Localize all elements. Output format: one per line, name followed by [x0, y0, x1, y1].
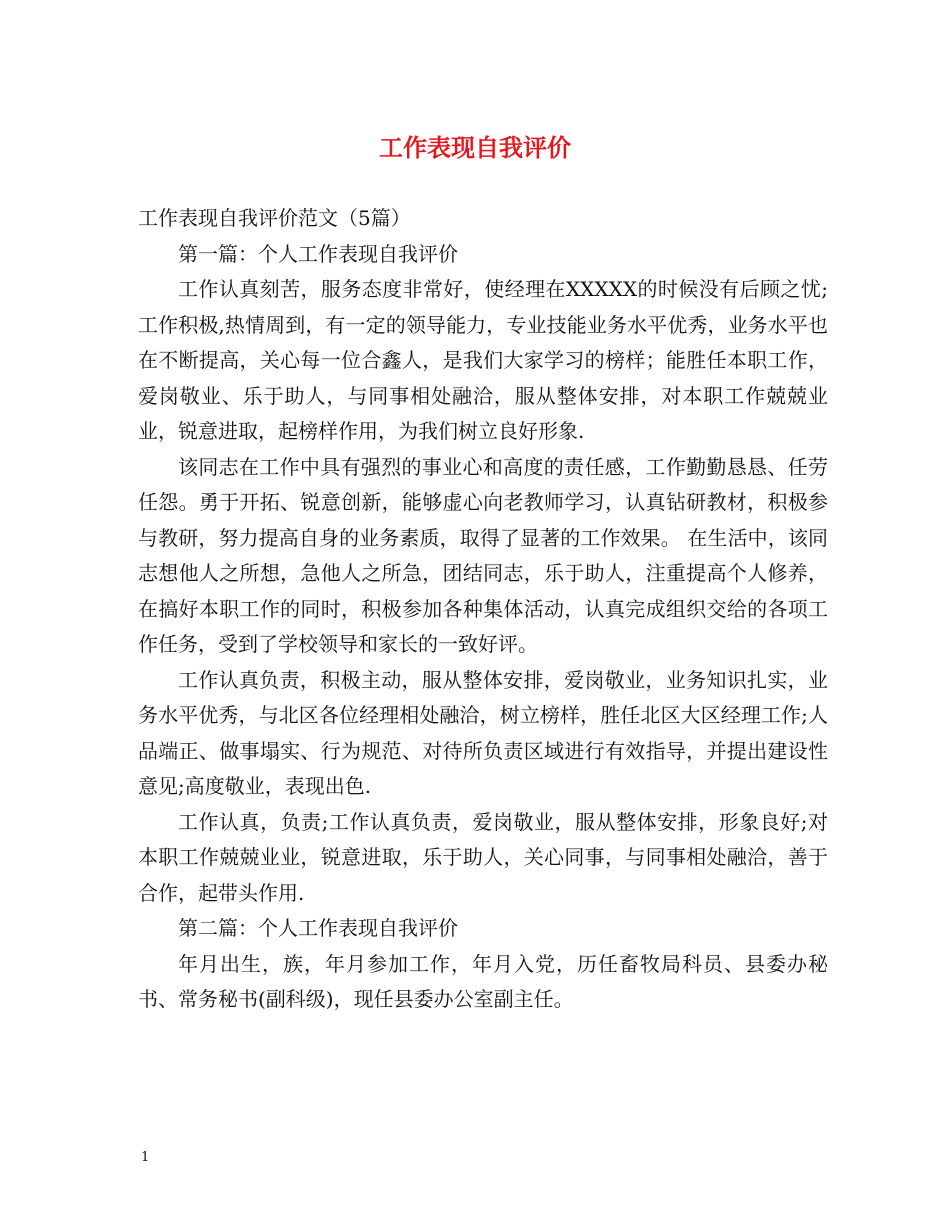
paragraph: 年月出生，族，年月参加工作，年月入党，历任畜牧局科员、县委办秘书、常务秘书(副科级)，现任县委办公室副主任。 — [138, 951, 828, 1011]
paragraph: 工作认真负责，积极主动，服从整体安排，爱岗敬业，业务知识扎实，业务水平优秀，与北区各位经理相处融洽，树立榜样，胜任北区大区经理工作;人品端正、做事塌实、行为规范、对待所负责区域进行有效指导，并提出建设性意见;高度敬业，表现出色. — [138, 667, 828, 798]
paragraph: 该同志在工作中具有强烈的事业心和高度的责任感，工作勤勤恳恳、任劳任怨。勇于开拓、锐意创新，能够虚心向老教师学习，认真钻研教材，积极参与教研，努力提高自身的业务素质，取得了显著的工作效果。 在生活中，该同志想他人之所想，急他人之所急，团结同志，乐于助人，注重提高个人修养，在搞好本职工作的同时，积极参加各种集体活动，认真完成组织交给的各项工作任务，受到了学校领导和家长的一致好评。 — [138, 454, 828, 656]
page-number: 1 — [141, 1150, 150, 1165]
document-body — [138, 201, 828, 1018]
document-title: 工作表现自我评价 — [379, 133, 571, 162]
section-heading-1: 第一篇：个人工作表现自我评价 — [178, 241, 458, 266]
section-heading-2: 第二篇：个人工作表现自我评价 — [178, 916, 458, 940]
document-subtitle: 工作表现自我评价范文（5篇） — [138, 206, 411, 230]
paragraph: 工作认真刻苦，服务态度非常好，使经理在XXXXX的时候没有后顾之忧;工作积极,热情周到，有一定的领导能力，专业技能业务水平优秀，业务水平也在不断提高，关心每一位合鑫人，是我们大家学习的榜样；能胜任本职工作，爱岗敬业、乐于助人，与同事相处融洽，服从整体安排，对本职工作兢兢业业，锐意进取，起榜样作用，为我们树立良好形象. — [138, 277, 828, 443]
paragraph: 工作认真，负责;工作认真负责，爱岗敬业，服从整体安排，形象良好;对本职工作兢兢业业，锐意进取，乐于助人，关心同事，与同事相处融洽，善于合作，起带头作用. — [138, 809, 828, 905]
